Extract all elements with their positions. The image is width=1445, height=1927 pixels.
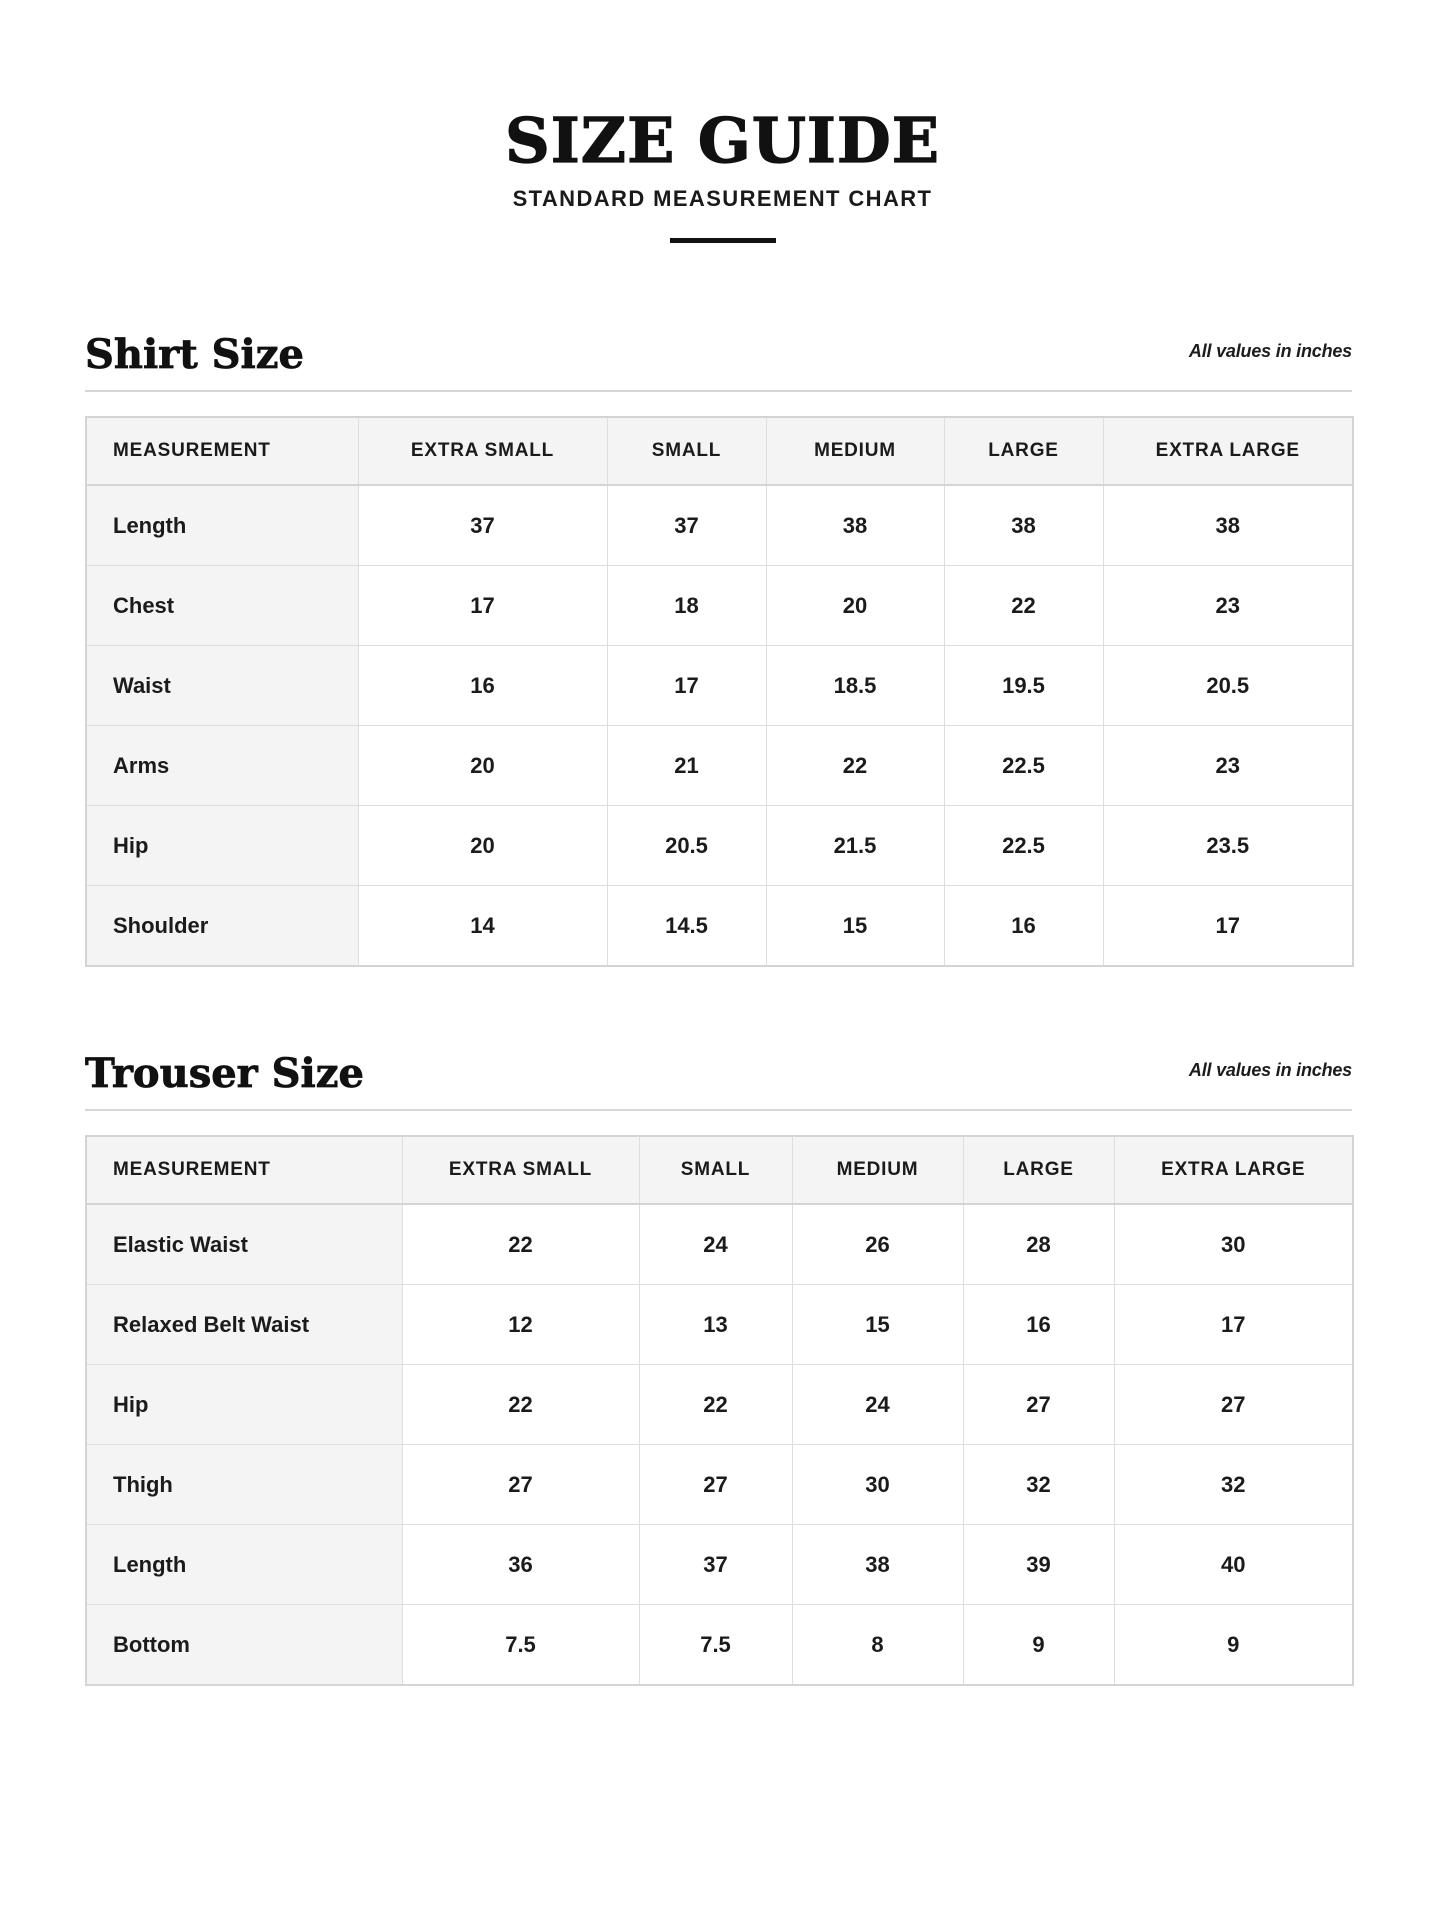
column-header: MEDIUM [792, 1136, 963, 1204]
table-cell: 16 [358, 646, 607, 726]
page-header [0, 104, 1445, 243]
table-row [86, 1285, 1353, 1365]
table-row [86, 1605, 1353, 1686]
table-cell: 14 [358, 886, 607, 967]
table-cell: 40 [1114, 1525, 1353, 1605]
table-cell: 32 [1114, 1445, 1353, 1525]
column-header: MEASUREMENT [86, 1136, 402, 1204]
measurement-label: Relaxed Belt Waist [86, 1285, 402, 1365]
measurement-label: Elastic Waist [86, 1204, 402, 1285]
table-cell: 18.5 [766, 646, 944, 726]
table-cell: 16 [963, 1285, 1114, 1365]
table-cell: 26 [792, 1204, 963, 1285]
table-cell: 37 [358, 485, 607, 566]
table-cell: 37 [639, 1525, 792, 1605]
table-cell: 38 [1103, 485, 1353, 566]
table-row [86, 886, 1353, 967]
measurement-label: Arms [86, 726, 358, 806]
table-cell: 38 [766, 485, 944, 566]
measurement-label: Hip [86, 806, 358, 886]
table-cell: 30 [1114, 1204, 1353, 1285]
table-cell: 27 [402, 1445, 639, 1525]
table-cell: 21 [607, 726, 766, 806]
table-header-row [86, 1136, 1353, 1204]
table-cell: 24 [792, 1365, 963, 1445]
table-cell: 27 [963, 1365, 1114, 1445]
table-cell: 23.5 [1103, 806, 1353, 886]
trouser-size-table [85, 1135, 1354, 1686]
table-cell: 17 [1103, 886, 1353, 967]
table-cell: 32 [963, 1445, 1114, 1525]
table-cell: 23 [1103, 566, 1353, 646]
table-cell: 17 [607, 646, 766, 726]
table-row [86, 1445, 1353, 1525]
table-cell: 24 [639, 1204, 792, 1285]
table-row [86, 485, 1353, 566]
table-cell: 22 [402, 1365, 639, 1445]
measurement-label: Chest [86, 566, 358, 646]
column-header: MEDIUM [766, 417, 944, 485]
shirt-size-section [85, 330, 1352, 967]
table-cell: 21.5 [766, 806, 944, 886]
table-cell: 14.5 [607, 886, 766, 967]
measurement-label: Waist [86, 646, 358, 726]
table-cell: 12 [402, 1285, 639, 1365]
table-cell: 22 [639, 1365, 792, 1445]
shirt-units-note: All values in inches [1188, 341, 1352, 361]
table-cell: 38 [792, 1525, 963, 1605]
table-cell: 22 [766, 726, 944, 806]
table-cell: 36 [402, 1525, 639, 1605]
table-cell: 13 [639, 1285, 792, 1365]
table-cell: 15 [792, 1285, 963, 1365]
page-title: SIZE GUIDE [505, 104, 940, 177]
measurement-label: Hip [86, 1365, 402, 1445]
column-header: EXTRA LARGE [1103, 417, 1353, 485]
table-cell: 7.5 [639, 1605, 792, 1686]
measurement-label: Shoulder [86, 886, 358, 967]
shirt-section-title: Shirt Size [85, 331, 304, 378]
table-cell: 20.5 [607, 806, 766, 886]
table-cell: 23 [1103, 726, 1353, 806]
table-cell: 30 [792, 1445, 963, 1525]
table-cell: 22 [944, 566, 1103, 646]
table-row [86, 646, 1353, 726]
table-cell: 8 [792, 1605, 963, 1686]
table-cell: 22.5 [944, 726, 1103, 806]
table-cell: 17 [1114, 1285, 1353, 1365]
column-header: SMALL [639, 1136, 792, 1204]
trouser-section-title: Trouser Size [85, 1050, 364, 1097]
shirt-section-header [85, 330, 1352, 392]
table-cell: 16 [944, 886, 1103, 967]
table-cell: 9 [1114, 1605, 1353, 1686]
column-header: EXTRA SMALL [358, 417, 607, 485]
table-row [86, 566, 1353, 646]
table-cell: 7.5 [402, 1605, 639, 1686]
table-cell: 9 [963, 1605, 1114, 1686]
table-row [86, 1365, 1353, 1445]
table-cell: 20 [358, 726, 607, 806]
table-cell: 17 [358, 566, 607, 646]
measurement-label: Length [86, 1525, 402, 1605]
table-row [86, 726, 1353, 806]
table-cell: 18 [607, 566, 766, 646]
table-cell: 38 [944, 485, 1103, 566]
table-cell: 22.5 [944, 806, 1103, 886]
table-cell: 20 [766, 566, 944, 646]
table-header-row [86, 417, 1353, 485]
column-header: EXTRA LARGE [1114, 1136, 1353, 1204]
table-cell: 37 [607, 485, 766, 566]
table-cell: 27 [639, 1445, 792, 1525]
measurement-label: Thigh [86, 1445, 402, 1525]
page-subtitle: STANDARD MEASUREMENT CHART [512, 186, 933, 211]
column-header: LARGE [944, 417, 1103, 485]
table-cell: 28 [963, 1204, 1114, 1285]
table-cell: 15 [766, 886, 944, 967]
column-header: LARGE [963, 1136, 1114, 1204]
trouser-size-section [85, 1049, 1352, 1686]
table-cell: 27 [1114, 1365, 1353, 1445]
table-row [86, 1204, 1353, 1285]
column-header: SMALL [607, 417, 766, 485]
table-cell: 22 [402, 1204, 639, 1285]
measurement-label: Length [86, 485, 358, 566]
shirt-size-table [85, 416, 1354, 967]
column-header: MEASUREMENT [86, 417, 358, 485]
table-cell: 20 [358, 806, 607, 886]
table-cell: 20.5 [1103, 646, 1353, 726]
measurement-label: Bottom [86, 1605, 402, 1686]
title-divider [670, 238, 776, 243]
trouser-units-note: All values in inches [1188, 1060, 1352, 1080]
table-row [86, 806, 1353, 886]
trouser-section-header [85, 1049, 1352, 1111]
column-header: EXTRA SMALL [402, 1136, 639, 1204]
table-cell: 39 [963, 1525, 1114, 1605]
table-row [86, 1525, 1353, 1605]
table-cell: 19.5 [944, 646, 1103, 726]
